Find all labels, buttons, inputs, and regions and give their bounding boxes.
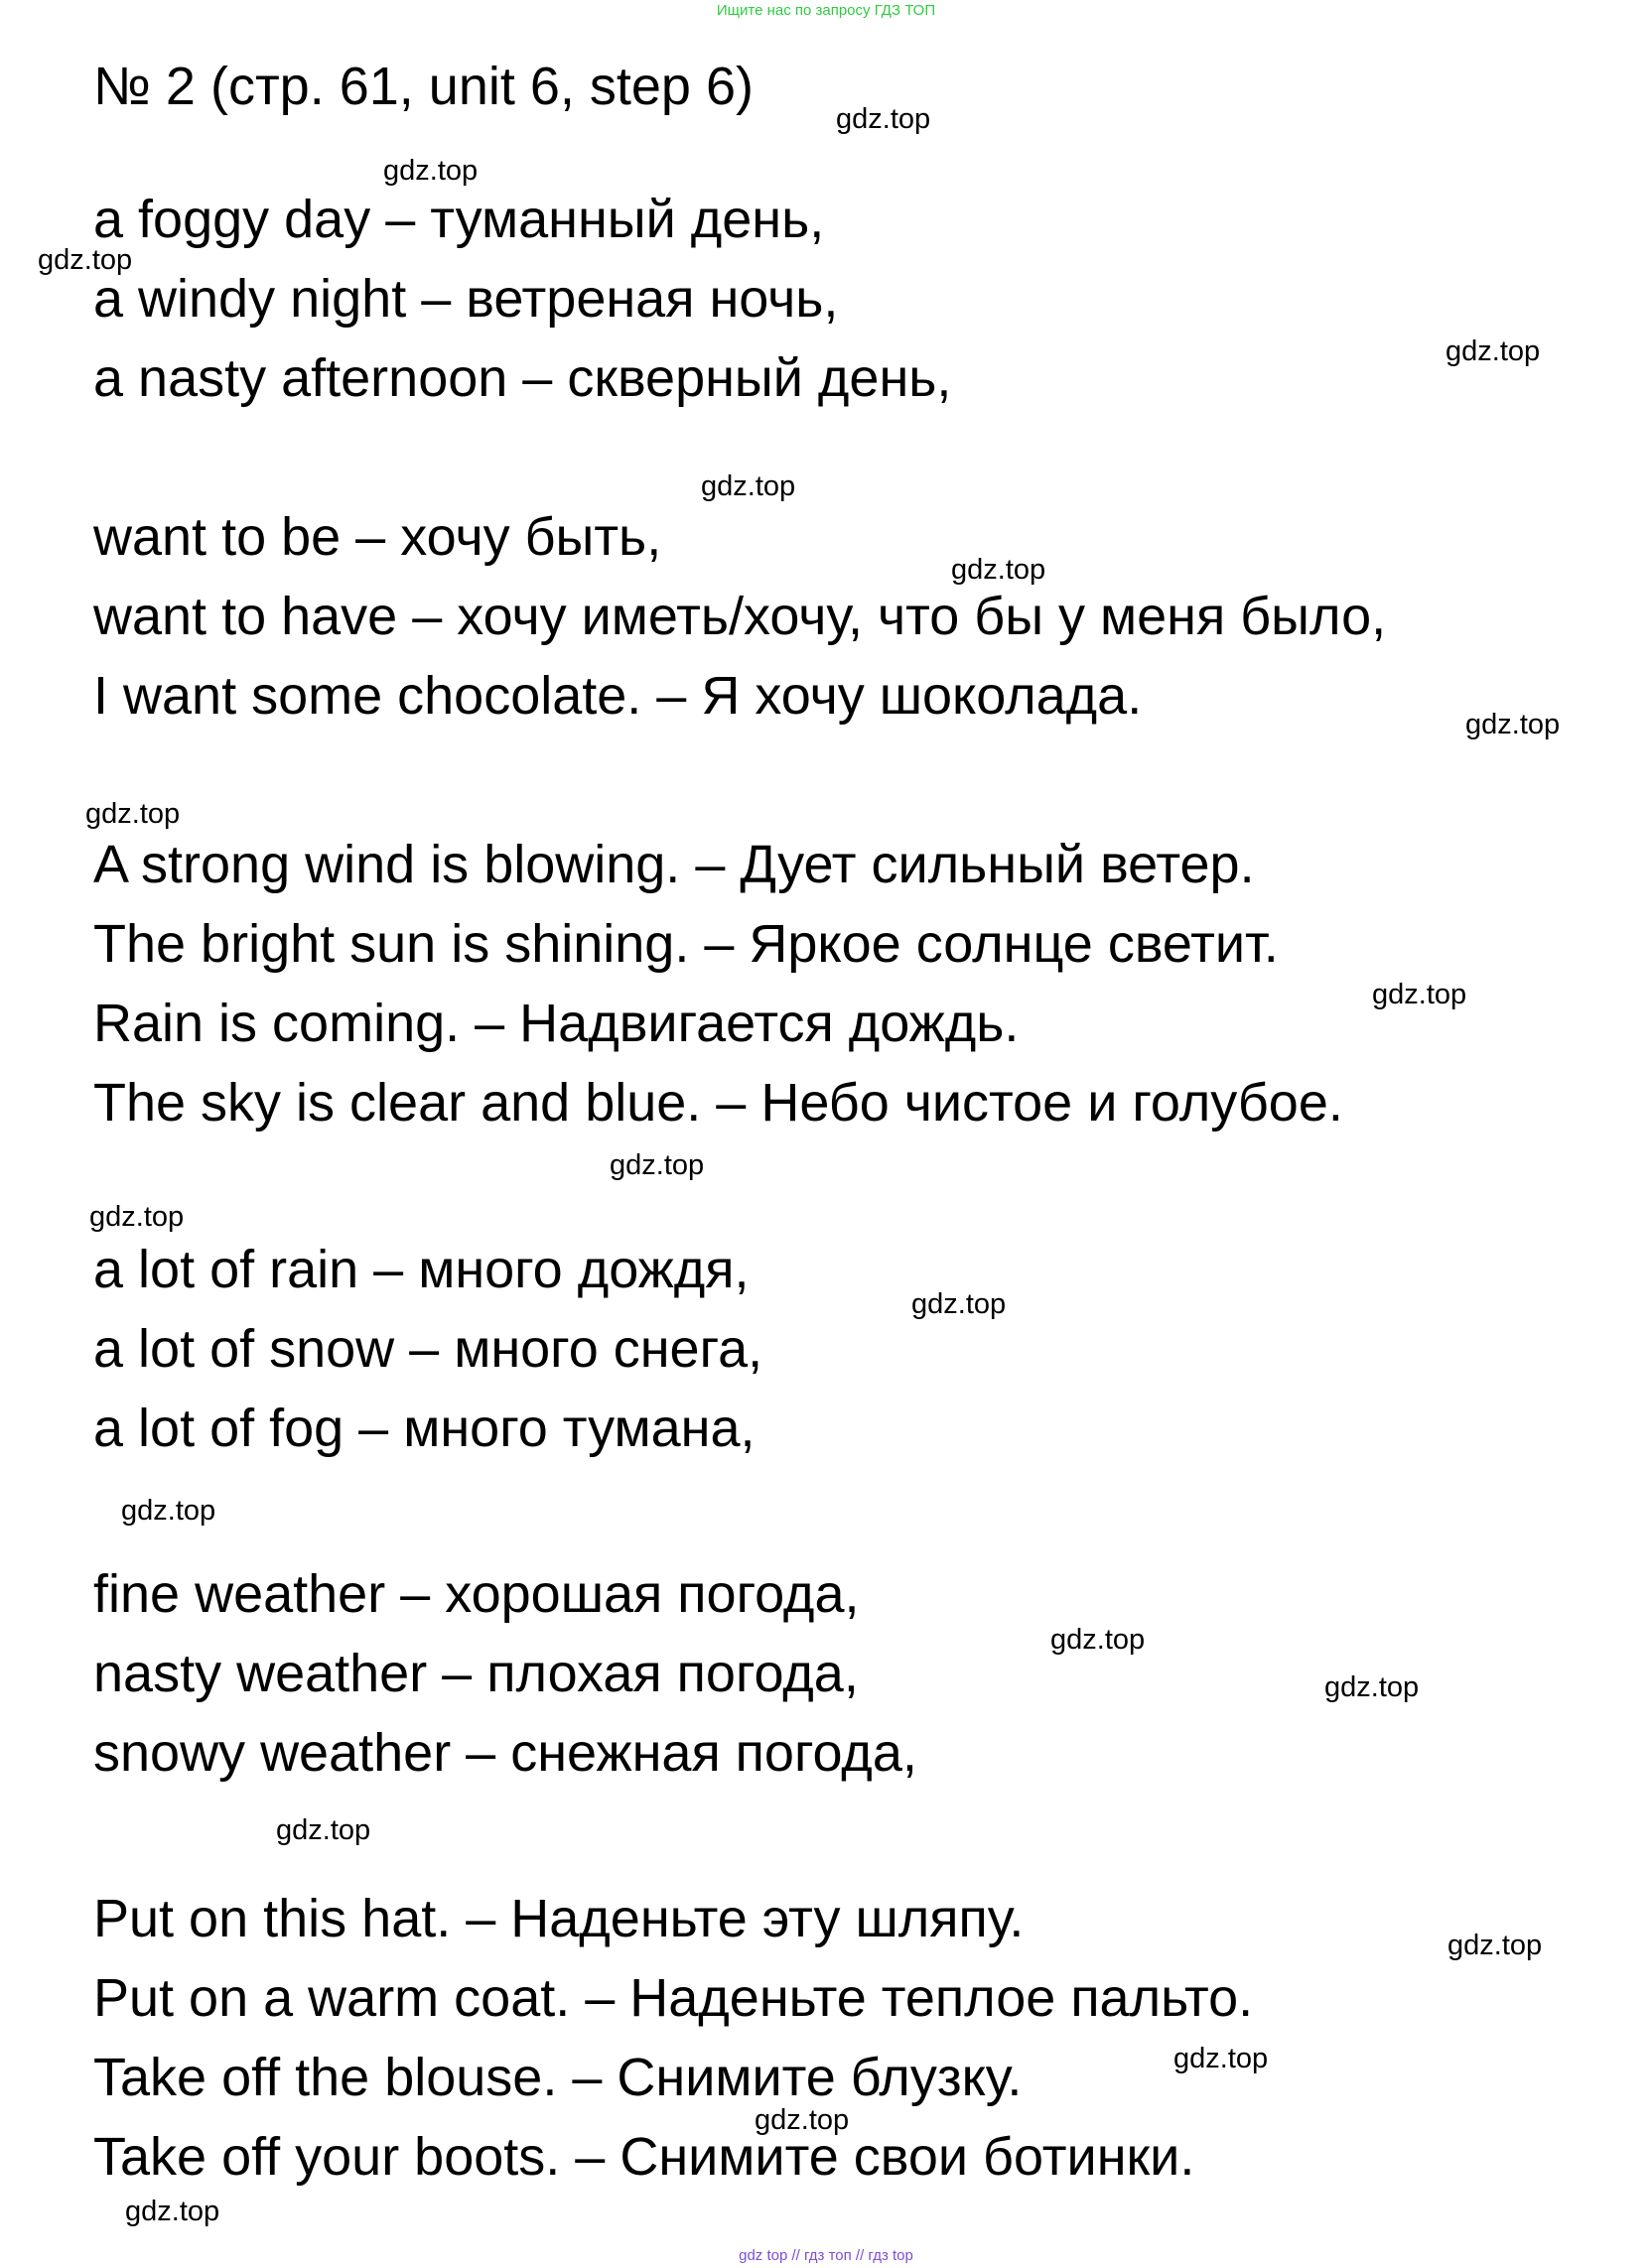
phrase-line: a nasty afternoon – скверный день, [93, 348, 952, 408]
watermark: gdz.top [89, 1201, 185, 1233]
phrase-line: Rain is coming. – Надвигается дождь. [93, 994, 1020, 1053]
watermark: gdz.top [1465, 709, 1561, 740]
phrase-line: a lot of snow – много снега, [93, 1319, 763, 1379]
phrase-line: a foggy day – туманный день, [93, 190, 825, 249]
phrase-line: want to have – хочу иметь/хочу, что бы у меня было, [93, 587, 1387, 646]
phrase-line: Take off the blouse. – Снимите блузку. [93, 2048, 1023, 2107]
watermark: gdz.top [38, 244, 133, 276]
watermark: gdz.top [911, 1288, 1007, 1320]
watermark: gdz.top [1324, 1671, 1420, 1703]
watermark: gdz.top [276, 1814, 371, 1846]
watermark: gdz.top [701, 470, 796, 502]
watermark: gdz.top [121, 1495, 216, 1527]
watermark: gdz.top [85, 798, 181, 830]
phrase-line: Take off your boots. – Снимите свои ботинки. [93, 2127, 1195, 2187]
phrase-line: nasty weather – плохая погода, [93, 1644, 859, 1703]
watermark: gdz.top [1446, 335, 1541, 367]
phrase-line: I want some chocolate. – Я хочу шоколада. [93, 666, 1143, 726]
watermark: gdz.top [610, 1149, 705, 1181]
watermark: gdz.top [125, 2196, 220, 2227]
bottom-banner: gdz top // гдз топ // гдз top [739, 2247, 913, 2264]
phrase-line: a lot of fog – много тумана, [93, 1399, 756, 1458]
phrase-line: A strong wind is blowing. – Дует сильный ветер. [93, 835, 1255, 894]
watermark: gdz.top [836, 103, 931, 135]
phrase-line: a lot of rain – много дождя, [93, 1240, 750, 1299]
phrase-line: The sky is clear and blue. – Небо чистое и голубое. [93, 1073, 1343, 1133]
watermark: gdz.top [383, 155, 479, 187]
phrase-line: snowy weather – снежная погода, [93, 1723, 917, 1783]
watermark: gdz.top [951, 554, 1046, 586]
phrase-line: a windy night – ветреная ночь, [93, 269, 839, 329]
exercise-heading: № 2 (стр. 61, unit 6, step 6) [93, 57, 754, 116]
top-banner: Ищите нас по запросу ГДЗ ТОП [716, 2, 936, 19]
watermark: gdz.top [1050, 1624, 1146, 1656]
phrase-line: The bright sun is shining. – Яркое солнце светит. [93, 914, 1279, 974]
watermark: gdz.top [755, 2104, 850, 2136]
watermark: gdz.top [1173, 2043, 1269, 2074]
phrase-line: fine weather – хорошая погода, [93, 1564, 860, 1624]
watermark: gdz.top [1447, 1930, 1543, 1961]
phrase-line: Put on this hat. – Наденьте эту шляпу. [93, 1889, 1025, 1948]
watermark: gdz.top [1372, 979, 1467, 1010]
phrase-line: want to be – хочу быть, [93, 507, 662, 567]
phrase-line: Put on a warm coat. – Наденьте теплое пальто. [93, 1968, 1254, 2028]
